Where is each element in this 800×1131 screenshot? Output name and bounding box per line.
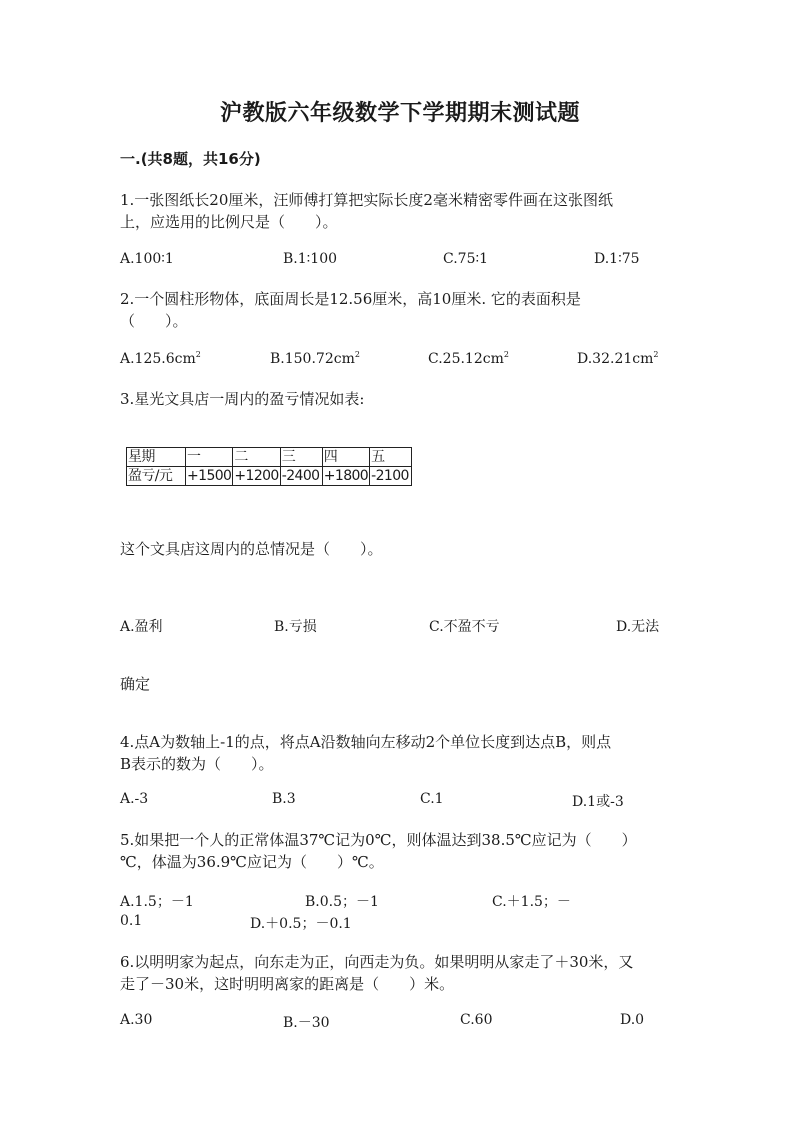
question-2-option-c: $C.25.12cm^2$ [428,350,509,367]
question-2-line-1: 2.一个圆柱形物体，底面周长是12.56厘米，高10厘米. 它的表面积是 [120,290,581,308]
question-5-line-1: 5.如果把一个人的正常体温37℃记为0℃，则体温达到38.5℃应记为（ ） [120,831,637,849]
question-1-option-b: B.1∶100 [283,251,338,267]
question-3-continuation: 确定 [120,675,151,693]
page-title: 沪教版六年级数学下学期期末测试题 [219,101,580,126]
profit-loss-table [126,447,412,486]
table-cell: -2400 [280,467,322,486]
question-5-option-a: A.1.5；－1 [120,894,194,910]
question-6-line-2: 走了－30米，这时明明离家的距离是（ ）米。 [120,975,455,993]
table-cell: +1200 [234,468,279,484]
question-2-option-a: $A.125.6cm^2$ [120,350,201,367]
question-3-option-b: B.亏损 [274,619,317,635]
table-cell: 星期 [127,448,186,467]
question-4-option-a: A.-3 [120,791,149,807]
question-5-option-c-continued: 0.1 [120,913,143,929]
question-1-option-d: D.1∶75 [594,251,640,267]
table-cell: +1800 [323,468,369,484]
question-3-option-c: C.不盈不亏 [429,619,500,635]
table-cell: 四 [322,448,369,467]
table-header-row [127,448,412,467]
table-cell: -2100 [370,467,412,486]
question-5-option-b: B.0.5；－1 [305,894,379,910]
table-cell: 一 [186,448,233,467]
table-cell: 二 [233,448,280,467]
question-1-option-a: A.100∶1 [120,251,174,267]
table-cell: 五 [370,448,412,467]
section-heading: 一.(共8题，共16分) [120,150,261,168]
question-4-line-1: 4.点A为数轴上-1的点，将点A沿数轴向左移动2个单位长度到达点B，则点 [120,733,612,751]
question-4-option-c: C.1 [420,791,444,807]
question-1-option-c: C.75∶1 [443,251,489,267]
question-6-line-1: 6.以明明家为起点，向东走为正，向西走为负。如果明明从家走了＋30米，又 [120,953,634,971]
question-2-option-b: $B.150.72cm^2$ [270,350,360,367]
question-1-line-2: 上，应选用的比例尺是（ ）。 [120,213,338,231]
question-3-line-2: 这个文具店这周内的总情况是（ ）。 [120,540,383,558]
question-4-option-b: B.3 [272,791,296,807]
question-5-option-d: D.＋0.5；－0.1 [250,916,352,932]
table-cell: 三 [280,448,322,467]
question-4-line-2: B表示的数为（ ）。 [120,755,274,773]
question-1-line-1: 1.一张图纸长20厘米，汪师傅打算把实际长度2毫米精密零件画在这张图纸 [120,191,613,209]
question-6-option-c: C.60 [460,1012,493,1028]
question-6-option-d: D.0 [620,1012,645,1028]
question-2-option-d: $D.32.21cm^2$ [577,350,659,367]
question-3-option-a: A.盈利 [120,619,163,635]
table-cell: 盈亏/元 [127,467,186,486]
table-cell: +1500 [187,468,232,484]
question-6-option-a: A.30 [120,1012,153,1028]
table-row [127,467,412,486]
question-4-option-d: D.1或-3 [572,794,624,810]
question-3-line-1: 3.星光文具店一周内的盈亏情况如表: [120,390,365,408]
question-5-line-2: ℃，体温为36.9℃应记为（ ）℃。 [120,853,384,871]
question-5-option-c: C.＋1.5；－ [492,894,571,910]
question-6-option-b: B.－30 [283,1015,330,1031]
question-2-line-2: （ ）。 [120,312,188,330]
question-3-option-d: D.无法 [616,619,660,635]
